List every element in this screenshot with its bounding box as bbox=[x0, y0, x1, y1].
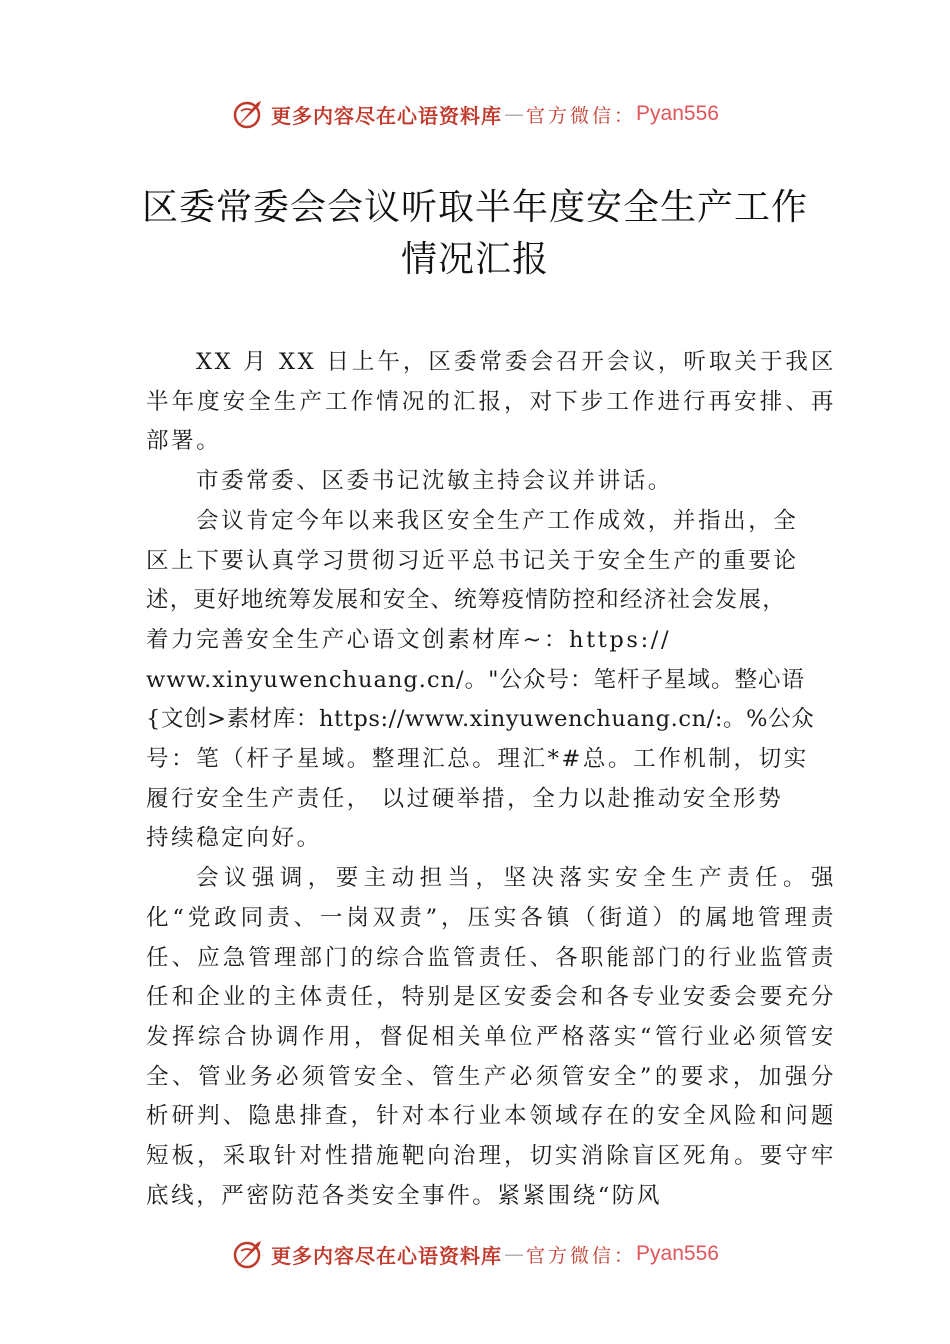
title-line-1: 区委常委会会议听取半年度安全生产工作 bbox=[141, 187, 808, 228]
paragraph-1: XX 月 XX 日上午，区委常委会召开会议，听取关于我区半年度安全生产工作情况的汇报，对下步工作进行再安排、再部署。 bbox=[146, 349, 836, 455]
paragraph-3-line: www.xinyuwenchuang.cn/。"公众号：笔杆子星域。整心语 bbox=[146, 666, 805, 693]
title-line-2: 情况汇报 bbox=[400, 239, 549, 280]
document-body bbox=[146, 343, 836, 1216]
banner-slogan: 更多内容尽在心语资料库 bbox=[271, 103, 503, 128]
paragraph-4: 会议强调，要主动担当，坚决落实安全生产责任。强化“党政同责、一岗双责”，压实各镇（街道）的属地管理责任、应急管理部门的综合监管责任、各职能部门的行业监管责任和企业的主体责任，特别是区安委会和各专业安委会要充分发挥综合协调作用，督促相关单位严格落实“管行业必须管安全、管业务必须管安全、管生产必须管安全”的要求，加强分析研判、隐患排查，针对本行业本领域存在的安全风险和问题短板，采取针对性措施靶向治理，切实消除盲区死角。要守牢底线，严密防范各类安全事件。紧紧围绕“防风 bbox=[146, 865, 836, 1209]
paragraph-3-line: 履行安全生产责任， 以过硬举措，全力以赴推动安全形势 bbox=[146, 785, 784, 812]
document-title bbox=[0, 182, 950, 286]
banner-wechat-id: Pyan556 bbox=[636, 1242, 719, 1265]
header-watermark-banner bbox=[0, 94, 950, 134]
paragraph-3-line: 号：笔（杆子星域。整理汇总。理汇*#总。工作机制，切实 bbox=[146, 746, 809, 773]
paragraph-3-line: {文创>素材库：https://www.xinyuwenchuang.cn/:。%公众 bbox=[146, 706, 815, 733]
paragraph-3-line: 区上下要认真学习贯彻习近平总书记关于安全生产的重要论 bbox=[146, 547, 799, 574]
quill-logo-icon bbox=[231, 1237, 265, 1271]
banner-slogan: 更多内容尽在心语资料库 bbox=[271, 1243, 503, 1268]
footer-watermark-banner bbox=[0, 1234, 950, 1274]
banner-separator: — bbox=[504, 102, 525, 126]
paragraph-3-line: 述，更好地统筹发展和安全、统筹疫情防控和经济社会发展， bbox=[146, 587, 786, 614]
paragraph-2: 市委常委、区委书记沈敏主持会议并讲话。 bbox=[196, 468, 673, 495]
banner-separator: — bbox=[504, 1242, 525, 1266]
paragraph-3-line: 着力完善安全生产心语文创素材库~：https:// bbox=[146, 626, 672, 653]
paragraph-3-line: 持续稳定向好。 bbox=[146, 825, 322, 852]
banner-wechat-label: 官方微信： bbox=[526, 104, 637, 127]
banner-wechat-id: Pyan556 bbox=[636, 102, 719, 125]
paragraph-3 bbox=[146, 502, 836, 859]
paragraph-3-line: 会议肯定今年以来我区安全生产工作成效，并指出，全 bbox=[196, 507, 799, 534]
quill-logo-icon bbox=[231, 97, 265, 131]
banner-wechat-label: 官方微信： bbox=[526, 1244, 637, 1267]
